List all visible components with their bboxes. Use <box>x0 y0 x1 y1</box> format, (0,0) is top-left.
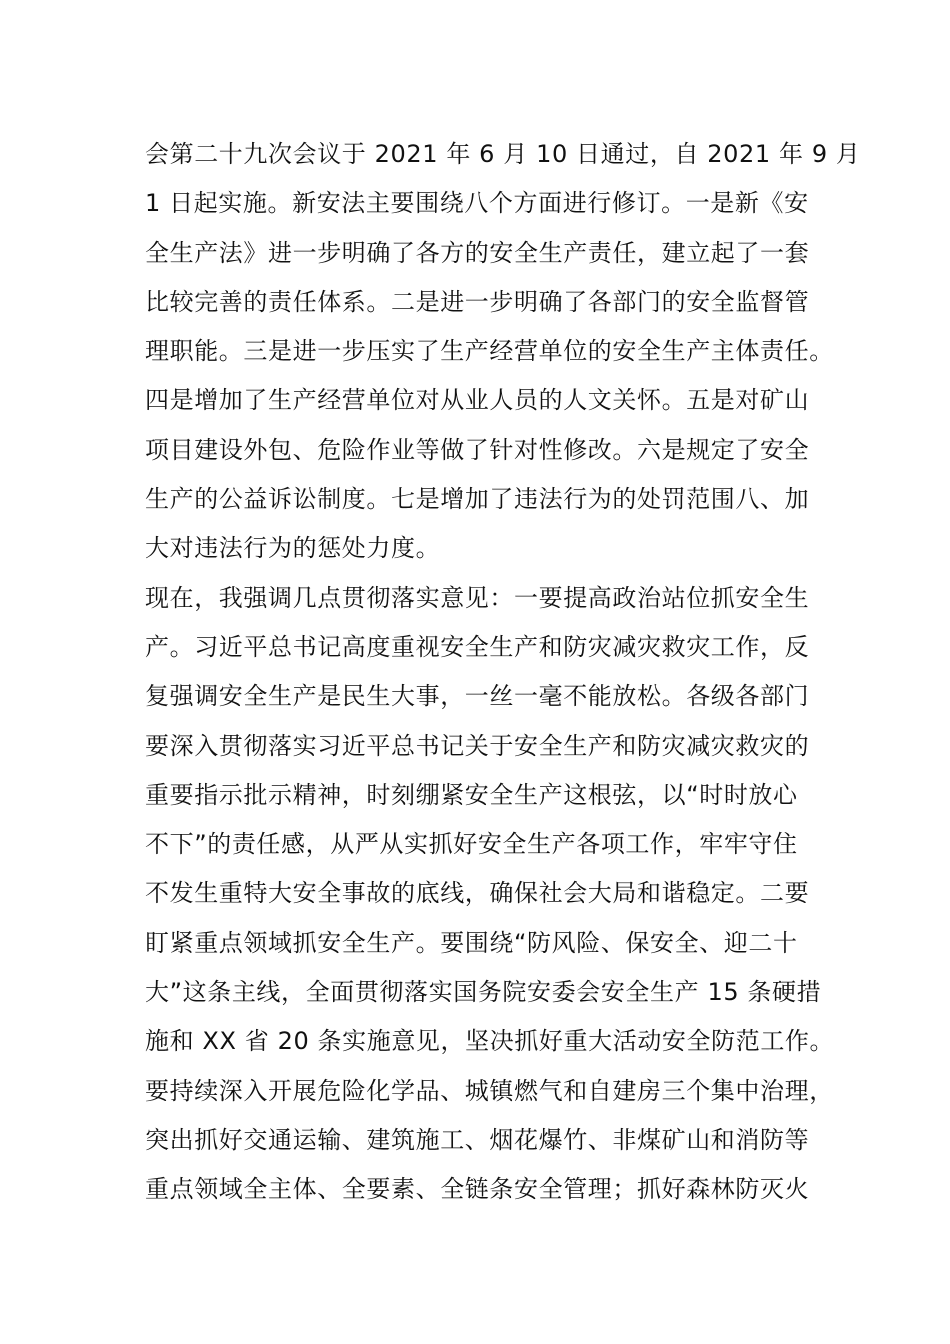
text-line: 现在，我强调几点贯彻落实意见：一要提高政治站位抓安全生 <box>145 583 810 612</box>
body-text <box>145 130 861 1215</box>
text-line: 不发生重特大安全事故的底线，确保社会大局和谐稳定。二要 <box>145 879 810 908</box>
text-line: 全生产法》进一步明确了各方的安全生产责任，建立起了一套 <box>145 238 810 267</box>
text-line: 会第二十九次会议于 2021 年 6 月 10 日通过，自 2021 年 9 月 <box>145 140 861 168</box>
text-line: 不下”的责任感，从严从实抓好安全生产各项工作，牢牢守住 <box>145 830 798 859</box>
text-line: 大对违法行为的惩处力度。 <box>145 534 441 563</box>
text-line: 要持续深入开展危险化学品、城镇燃气和自建房三个集中治理， <box>145 1076 834 1105</box>
text-line: 理职能。三是进一步压实了生产经营单位的安全生产主体责任。 <box>145 337 834 366</box>
text-line: 要深入贯彻落实习近平总书记关于安全生产和防灾减灾救灾的 <box>145 731 810 760</box>
text-line: 四是增加了生产经营单位对从业人员的人文关怀。五是对矿山 <box>145 386 810 415</box>
text-line: 重点领域全主体、全要素、全链条安全管理；抓好森林防灭火 <box>145 1175 810 1204</box>
text-line: 施和 XX 省 20 条实施意见，坚决抓好重大活动安全防范工作。 <box>145 1027 835 1056</box>
text-line: 比较完善的责任体系。二是进一步明确了各部门的安全监督管 <box>145 287 810 316</box>
text-line: 产。习近平总书记高度重视安全生产和防灾减灾救灾工作，反 <box>145 632 810 661</box>
text-line: 大”这条主线，全面贯彻落实国务院安委会安全生产 15 条硬措 <box>145 978 822 1007</box>
text-line: 突出抓好交通运输、建筑施工、烟花爆竹、非煤矿山和消防等 <box>145 1125 810 1154</box>
text-line: 盯紧重点领域抓安全生产。要围绕“防风险、保安全、迎二十 <box>145 928 798 957</box>
text-line: 重要指示批示精神，时刻绷紧安全生产这根弦，以“时时放心 <box>145 780 798 809</box>
text-line: 1 日起实施。新安法主要围绕八个方面进行修订。一是新《安 <box>145 189 809 218</box>
text-line: 生产的公益诉讼制度。七是增加了违法行为的处罚范围八、加 <box>145 485 810 514</box>
text-line: 项目建设外包、危险作业等做了针对性修改。六是规定了安全 <box>145 435 810 464</box>
text-line: 复强调安全生产是民生大事，一丝一毫不能放松。各级各部门 <box>145 682 810 711</box>
